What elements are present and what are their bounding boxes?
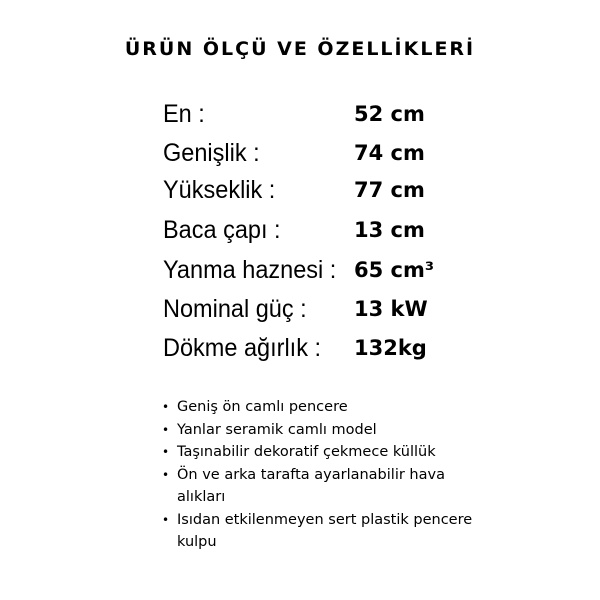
spec-row-baca-capi <box>0 212 600 248</box>
page-title: ÜRÜN ÖLÇÜ VE ÖZELLİKLERİ <box>124 38 476 60</box>
spec-row-en <box>0 96 600 132</box>
spec-value: 132kg <box>354 336 427 360</box>
feature-text: Yanlar seramik camlı model <box>177 421 377 438</box>
spec-label: Baca çapı : <box>163 216 281 244</box>
spec-row-yukseklik <box>0 172 600 208</box>
spec-value: 77 cm <box>354 178 425 202</box>
list-item <box>162 464 482 509</box>
list-item <box>162 396 482 419</box>
feature-text: Geniş ön camlı pencere <box>177 399 348 415</box>
spec-value: 52 cm <box>354 102 425 126</box>
spec-row-dokme-agirlik <box>0 330 600 366</box>
bullet-icon: • <box>162 512 170 527</box>
feature-list <box>162 396 482 554</box>
bullet-icon: • <box>162 422 170 437</box>
feature-text: Taşınabilir dekoratif çekmece küllük <box>177 444 436 460</box>
feature-text: Isıdan etkilenmeyen sert plastik pencere kulpu <box>177 511 473 550</box>
spec-row-nominal-guc <box>0 291 600 327</box>
spec-label: Genişlik : <box>163 139 260 167</box>
spec-label: Yanma haznesi : <box>163 256 337 284</box>
spec-label: Yükseklik : <box>163 176 276 204</box>
spec-value: 13 kW <box>354 297 428 321</box>
spec-value: 13 cm <box>354 218 425 242</box>
spec-value: 65 cm³ <box>354 258 435 282</box>
spec-label: En : <box>163 100 205 128</box>
list-item <box>162 509 482 554</box>
spec-label: Dökme ağırlık : <box>163 334 322 362</box>
spec-row-genislik <box>0 135 600 171</box>
bullet-icon: • <box>162 400 170 414</box>
spec-value: 74 cm <box>354 141 425 165</box>
bullet-icon: • <box>162 445 170 459</box>
list-item <box>162 419 482 442</box>
bullet-icon: • <box>162 467 170 482</box>
spec-row-yanma-haznesi <box>0 252 600 288</box>
spec-label: Nominal güç : <box>163 295 307 323</box>
list-item <box>162 441 482 464</box>
feature-text: Ön ve arka tarafta ayarlanabilir hava alıkları <box>177 466 445 505</box>
